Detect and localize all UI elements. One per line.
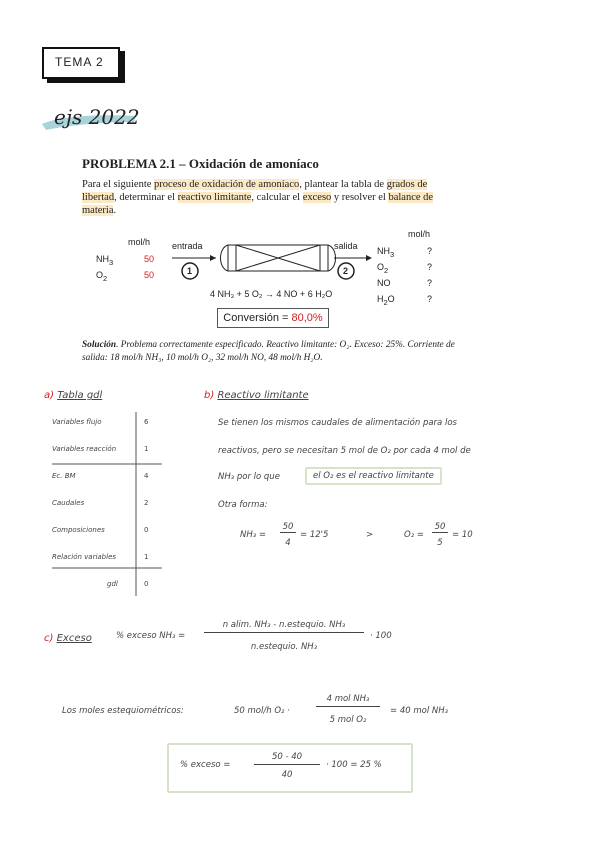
moles-label: Los moles estequiométricos: bbox=[62, 706, 184, 716]
topic-label: TEMA 2 bbox=[55, 55, 104, 69]
conversion-value: 80,0% bbox=[291, 312, 323, 324]
excess-result-den: 40 bbox=[281, 770, 293, 780]
excess-result-value: · 100 = 25 % bbox=[326, 760, 382, 770]
section-title: ejs 2022 bbox=[54, 105, 140, 129]
inlet-o2-value: 50 bbox=[144, 270, 155, 280]
problem-title: PROBLEMA 2.1 – Oxidación de amoníaco bbox=[82, 156, 319, 171]
inlet-unit: mol/h bbox=[128, 237, 151, 247]
solution-text: Solución. Problema correctamente especificado. Reactivo limitante: O₂. Exceso: 25%. Corriente de salida: 18 mol/h NH₃, 10 mol/h O₂, 32 mol/h NO, 48 mol/h H₂O. bbox=[82, 340, 455, 363]
part-c-heading: c) Exceso bbox=[44, 633, 92, 644]
moles-num: 4 mol NH₃ bbox=[316, 694, 380, 707]
moles-result: = 40 mol NH₃ bbox=[390, 706, 449, 716]
salida-label: salida bbox=[334, 241, 358, 251]
reactor-diagram bbox=[168, 240, 378, 284]
part-b-line-2: reactivos, pero se necesitan 5 mol de O₂ por cada 4 mol de bbox=[218, 446, 471, 456]
nh3-ratio-num: 50 bbox=[280, 522, 296, 533]
excess-formula-mult: · 100 bbox=[370, 631, 392, 641]
nh3-ratio-den: 4 bbox=[285, 538, 291, 548]
nh3-ratio-lhs: NH₃ = bbox=[240, 530, 266, 540]
moles-factor: 50 mol/h O₂ · bbox=[234, 706, 290, 716]
o2-ratio-lhs: O₂ = bbox=[404, 530, 424, 540]
table-row: Caudales 2 bbox=[52, 499, 149, 507]
inlet-nh3-label: $NH_3$ bbox=[96, 254, 114, 267]
outlet-h2o-value: ? bbox=[427, 294, 433, 304]
excess-result-lhs: % exceso = bbox=[180, 760, 231, 770]
table-lines bbox=[52, 408, 162, 598]
moles-den: 5 mol O₂ bbox=[329, 715, 367, 725]
outlet-no-value: ? bbox=[427, 278, 433, 288]
excess-formula-den: n.estequio. NH₃ bbox=[250, 642, 318, 652]
conversion-label: Conversión = bbox=[223, 312, 292, 324]
reaction-equation: 4 NH₃ + 5 O₂ → 4 NO + 6 H₂O bbox=[210, 289, 333, 299]
stream-2-number: 2 bbox=[343, 266, 349, 276]
conversion-box bbox=[217, 308, 329, 328]
limiting-reagent-highlight: el O₂ es el reactivo limitante bbox=[305, 467, 442, 485]
outlet-o2-value: ? bbox=[427, 262, 433, 272]
inlet-nh3-value: 50 bbox=[144, 254, 155, 264]
part-a-heading: a) Tabla gdl bbox=[44, 390, 103, 401]
gdl-table: Variables flujo 6 Variables reacción 1 Ec. BM 4 Caudales 2 Composiciones 0 Relación variables 1 gdl 0 bbox=[52, 408, 162, 598]
outlet-unit: mol/h bbox=[408, 229, 431, 239]
table-row: Variables flujo 6 bbox=[52, 418, 149, 426]
o2-ratio-num: 50 bbox=[432, 522, 448, 533]
entrada-label: entrada bbox=[172, 241, 203, 251]
outlet-o2-label: $O_2$ bbox=[377, 262, 389, 275]
table-row: Ec. BM 4 bbox=[52, 472, 149, 480]
part-b-otra-forma: Otra forma: bbox=[218, 500, 268, 510]
table-row: Composiciones 0 bbox=[52, 526, 149, 534]
part-b-line-1: Se tienen los mismos caudales de alimentación para los bbox=[218, 418, 457, 428]
greater-than: > bbox=[366, 530, 374, 540]
stream-1-number: 1 bbox=[187, 266, 193, 276]
inlet-o2-label: $O_2$ bbox=[96, 270, 108, 283]
problem-statement: Para el siguiente proceso de oxidación de amoníaco, plantear la tabla de grados de libertad, determinar el reactivo limitante, calcular el exceso y resolver el balance de materia. bbox=[82, 179, 434, 216]
nh3-ratio-result: = 12'5 bbox=[300, 530, 329, 540]
topic-box bbox=[42, 47, 120, 79]
excess-result-num: 50 - 40 bbox=[254, 752, 320, 765]
part-b-heading: b) Reactivo limitante bbox=[204, 390, 309, 401]
table-row: Relación variables 1 bbox=[52, 553, 149, 561]
outlet-h2o-label: $H_2O$ bbox=[377, 294, 395, 307]
table-row: Variables reacción 1 bbox=[52, 445, 149, 453]
part-b-line-3: NH₃ por lo que bbox=[218, 472, 280, 482]
outlet-no-label: NO bbox=[377, 278, 391, 288]
excess-formula-lhs: % exceso NH₃ = bbox=[116, 631, 186, 641]
o2-ratio-result: = 10 bbox=[452, 530, 473, 540]
outlet-nh3-value: ? bbox=[427, 246, 433, 256]
outlet-nh3-label: $NH_3$ bbox=[377, 246, 395, 259]
excess-formula-num: n alim. NH₃ - n.estequio. NH₃ bbox=[204, 620, 364, 633]
o2-ratio-den: 5 bbox=[437, 538, 443, 548]
